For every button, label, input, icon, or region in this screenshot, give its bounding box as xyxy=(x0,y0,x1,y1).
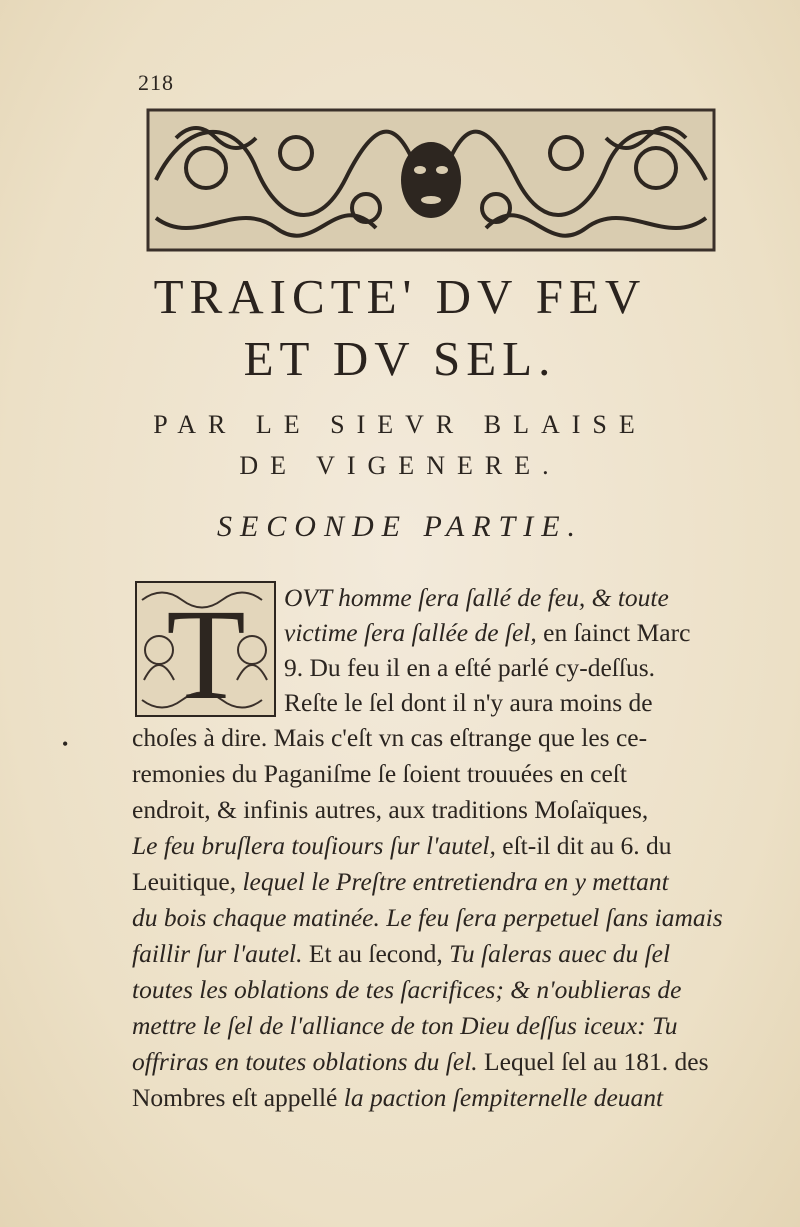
text-segment: mettre le ſel de l'alliance de ton Dieu deſſus iceux: Tu xyxy=(132,1011,678,1040)
text-line xyxy=(284,685,734,721)
part-heading: SECONDE PARTIE. xyxy=(216,510,584,543)
ornamental-headpiece xyxy=(146,108,716,252)
text-segment: faillir ſur l'autel. xyxy=(132,939,309,968)
decorated-drop-cap xyxy=(134,580,277,718)
author-line-1: PAR LE SIEVR BLAISE xyxy=(153,410,647,439)
text-segment: endroit, & infinis autres, aux traditions Moſaïques, xyxy=(132,795,649,824)
margin-mark: • xyxy=(62,734,69,754)
text-segment: 9. Du feu il en a eſté parlé cy-deſſus. xyxy=(284,653,656,682)
text-segment: Nombres eſt appellé xyxy=(132,1083,344,1112)
text-segment: la paction ſempiternelle deuant xyxy=(343,1083,664,1112)
text-line xyxy=(132,936,732,972)
text-segment: eſt-il dit au 6. du xyxy=(502,831,672,860)
text-line xyxy=(132,1008,732,1044)
text-segment: Lequel ſel au 181. des xyxy=(484,1047,709,1076)
title-line-1: TRAICTE' DV FEV xyxy=(153,269,647,324)
text-segment: Le feu bruſlera touſiours ſur l'autel, xyxy=(132,831,503,860)
text-segment: Tu ſaleras auec du ſel xyxy=(449,939,671,968)
text-line xyxy=(284,615,734,651)
text-line xyxy=(132,1080,732,1116)
text-segment: lequel le Preſtre entretiendra en y mettant xyxy=(242,867,669,896)
text-segment: Et au ſecond, xyxy=(308,939,450,968)
text-line xyxy=(132,792,732,828)
text-line xyxy=(132,756,732,792)
drop-cap-letter: T xyxy=(166,583,246,718)
page-number: 218 xyxy=(138,70,174,95)
text-segment: en ſainct Marc xyxy=(543,618,691,647)
text-segment: Leuitique, xyxy=(132,867,243,896)
text-line xyxy=(132,972,732,1008)
text-segment: du bois chaque matinée. Le feu ſera perpetuel ſans iamais xyxy=(132,903,723,932)
text-line xyxy=(132,828,732,864)
text-line xyxy=(132,720,732,756)
text-segment: victime ſera ſallée de ſel, xyxy=(284,618,544,647)
text-line xyxy=(132,1044,732,1080)
text-line xyxy=(132,900,732,936)
text-segment: Reſte le ſel dont il n'y aura moins de xyxy=(284,688,653,717)
text-line xyxy=(284,650,734,686)
text-line xyxy=(284,580,734,616)
text-segment: remonies du Paganiſme ſe ſoient trouuées en ceſt xyxy=(132,759,627,788)
text-segment: toutes les oblations de tes ſacrifices; & n'oublieras de xyxy=(132,975,682,1004)
text-segment: OVT homme ſera ſallé de feu, & toute xyxy=(284,583,669,612)
text-line xyxy=(132,864,732,900)
title-line-2: ET DV SEL. xyxy=(243,331,557,386)
text-segment: offriras en toutes oblations du ſel. xyxy=(132,1047,485,1076)
author-line-2: DE VIGENERE. xyxy=(239,451,561,480)
text-segment: choſes à dire. Mais c'eſt vn cas eſtrange que les ce- xyxy=(132,723,648,752)
